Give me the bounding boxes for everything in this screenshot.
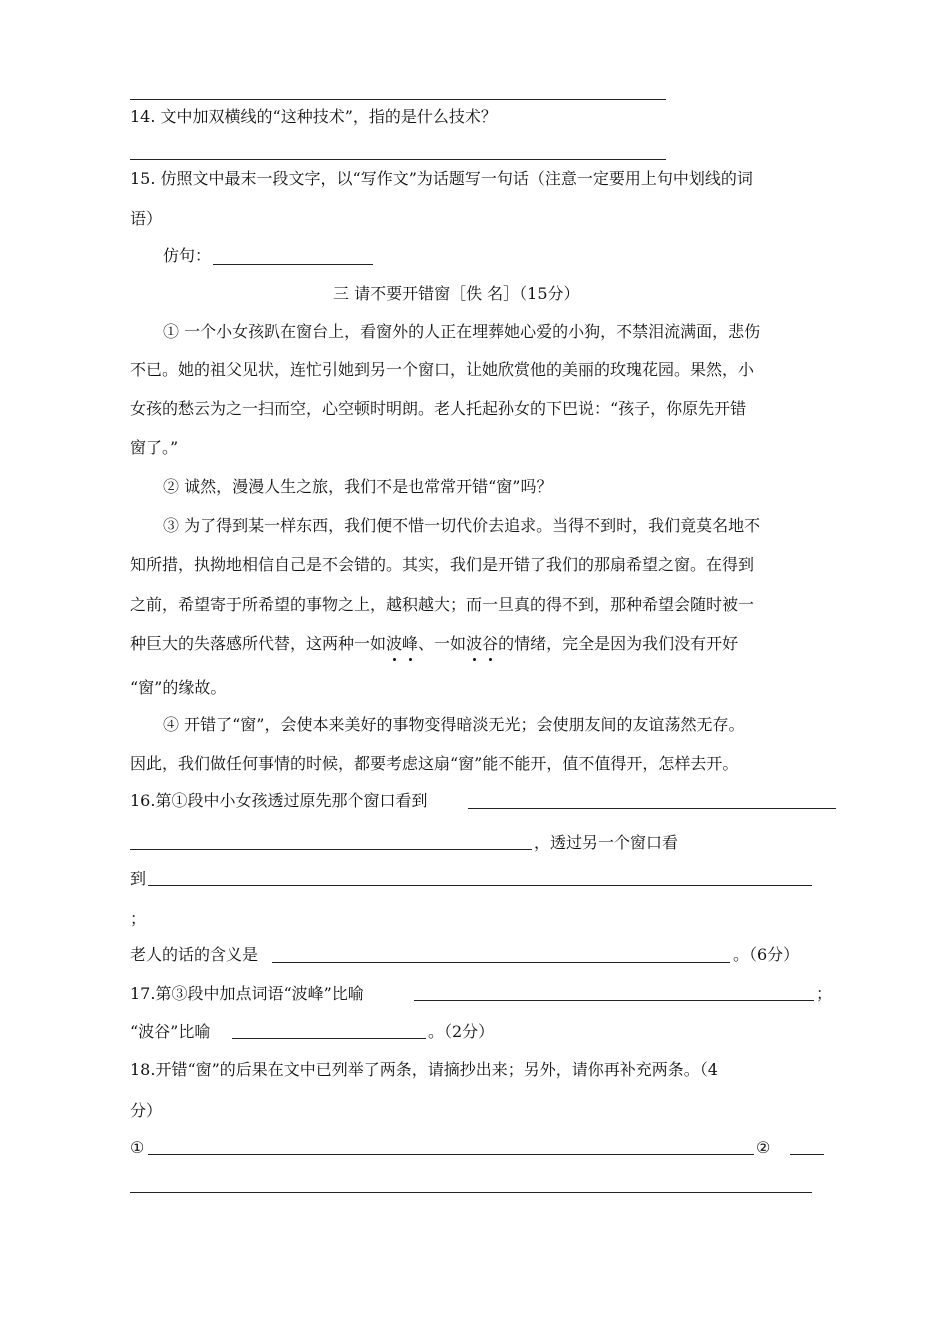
answer-marker-2: ② — [756, 1138, 771, 1157]
passage-p1-line4: 窗了。” — [130, 438, 179, 457]
text-segment: 的情绪，完全是因为我们没有开好 — [498, 634, 739, 653]
passage-p3-line4 — [130, 633, 738, 655]
passage-p4-line2: 因此，我们做任何事情的时候，都要考虑这扇“窗”能不能开，值不值得开，怎样去开。 — [130, 754, 739, 773]
passage-p3-line3: 之前，希望寄于所希望的事物之上，越积越大；而一旦真的得不到，那种希望会随时被一 — [130, 595, 755, 614]
question-17-line2: “波谷”比喻 — [130, 1022, 211, 1041]
text-segment: 种巨大的失落感所代替，这两种一如 — [130, 634, 387, 653]
answer-line[interactable] — [148, 885, 812, 886]
question-15-line2: 语） — [130, 209, 163, 228]
question-16-line4: ； — [130, 909, 147, 928]
answer-line[interactable] — [148, 1154, 754, 1155]
section-title: 三 请不要开错窗［佚 名］（15分） — [333, 284, 580, 303]
answer-line[interactable] — [272, 962, 730, 963]
emphasis-char: 谷 — [482, 634, 499, 653]
passage-p1-line3: 女孩的愁云为之一扫而空，心空顿时明朗。老人托起孙女的下巴说：“孩子，你原先开错 — [130, 399, 747, 418]
imitate-label: 仿句： — [163, 246, 212, 265]
passage-p1-line2: 不已。她的祖父见状，连忙引她到另一个窗口，让她欣赏他的美丽的玫瑰花园。果然，小 — [130, 360, 755, 379]
emphasis-char: 波 — [386, 634, 403, 653]
question-16-line2: ，透过另一个窗口看 — [534, 833, 679, 852]
passage-p2: ② 诚然，漫漫人生之旅，我们不是也常常开错“窗”吗？ — [163, 477, 553, 496]
answer-line[interactable] — [232, 1038, 426, 1039]
question-18-line2: 分） — [130, 1101, 163, 1120]
answer-line[interactable] — [414, 1000, 814, 1001]
question-15-line1: 15. 仿照文中最末一段文字，以“写作文”为话题写一句话（注意一定要用上句中划线的词 — [130, 169, 753, 188]
question-18-line1: 18.开错“窗”的后果在文中已列举了两条，请摘抄出来；另外，请你再补充两条。（4 — [130, 1060, 718, 1079]
answer-marker-1: ① — [130, 1138, 145, 1157]
text-segment: 、一如 — [418, 634, 467, 653]
question-16-line5: 老人的话的含义是 — [130, 945, 259, 964]
question-17-score: 。（2分） — [428, 1022, 495, 1041]
passage-p3-line2: 知所措，执拗地相信自己是不会错的。其实，我们是开错了我们的那扇希望之窗。在得到 — [130, 555, 755, 574]
answer-line[interactable] — [468, 808, 836, 809]
question-17-semicolon: ； — [816, 984, 833, 1003]
answer-line[interactable] — [130, 1192, 812, 1193]
passage-p4-line1: ④ 开错了“窗”，会使本来美好的事物变得暗淡无光；会使朋友间的友谊荡然无存。 — [163, 715, 745, 734]
answer-line — [130, 159, 666, 160]
answer-line[interactable] — [790, 1154, 824, 1155]
answer-line — [130, 99, 666, 100]
question-16-score: 。（6分） — [733, 945, 800, 964]
answer-line — [213, 264, 373, 265]
question-14: 14. 文中加双横线的“这种技术”，指的是什么技术？ — [130, 107, 497, 126]
question-16-line3: 到 — [130, 869, 147, 888]
answer-line[interactable] — [130, 849, 532, 850]
question-16-line1: 16.第①段中小女孩透过原先那个窗口看到 — [130, 791, 428, 810]
passage-p1-line1: ① 一个小女孩趴在窗台上，看窗外的人正在埋葬她心爱的小狗，不禁泪流满面，悲伤 — [163, 322, 761, 341]
question-17-line1: 17.第③段中加点词语“波峰”比喻 — [130, 984, 364, 1003]
emphasis-char: 峰 — [402, 634, 419, 653]
passage-p3-line1: ③ 为了得到某一样东西，我们便不惜一切代价去追求。当得不到时，我们竟莫名地不 — [163, 516, 761, 535]
emphasis-char: 波 — [466, 634, 483, 653]
passage-p3-line5: “窗”的缘故。 — [130, 678, 227, 697]
